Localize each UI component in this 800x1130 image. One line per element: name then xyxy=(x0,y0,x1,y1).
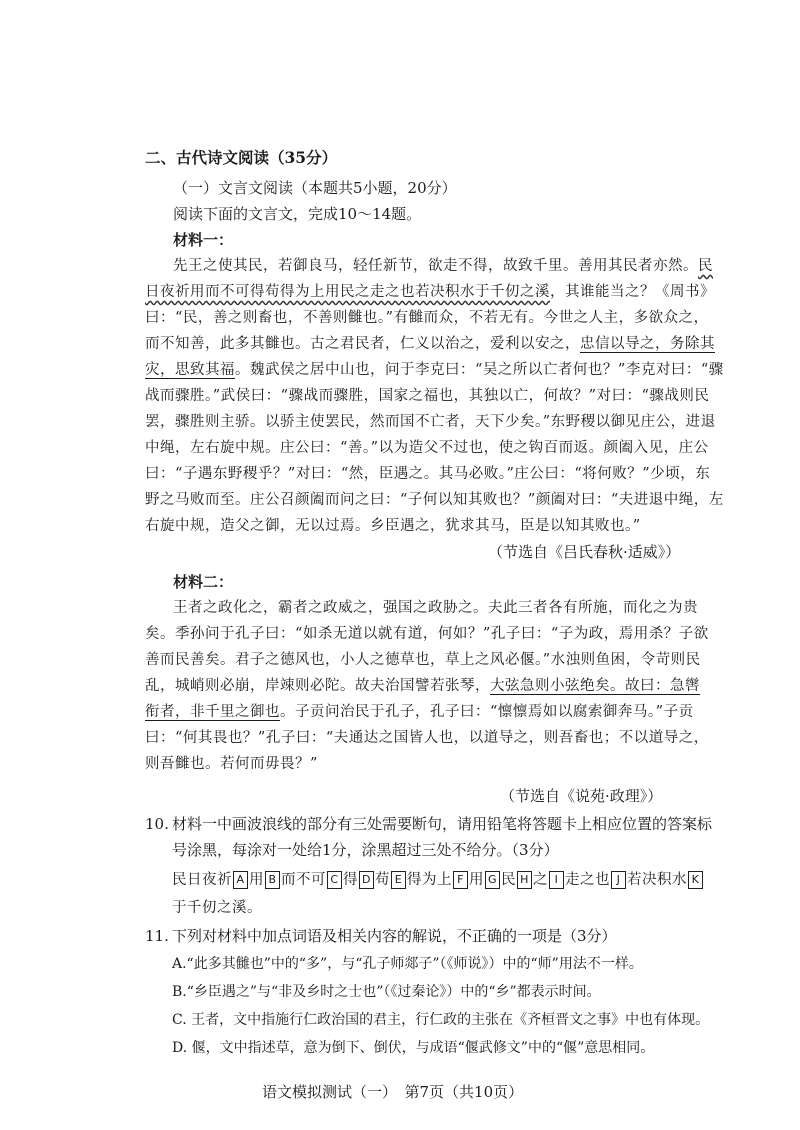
wavy-text: 日夜祈用而不可得苟得为上用民之走之也若决积水于千仞之溪 xyxy=(145,284,550,300)
q11-option-b: B.“乡臣遇之”与“非及乡时之士也”（《过秦论》）中的“乡”都表示时间。 xyxy=(172,984,601,1000)
m1-line-11b: 臣遇之，犹求其马，臣是以知其败也。” xyxy=(385,518,641,534)
m1-line-6: 战而骤胜。”武侯曰：“骤战而骤胜，国家之福也，其独以亡，何故？”对曰：“骤战则民 xyxy=(145,388,710,404)
m1-line-5b: 。魏武侯之居中山也，问于李克曰：“吴之所以亡者何也？”李克对曰：“骤 xyxy=(235,362,724,378)
m1-line-9: 曰：“子遇东野稷乎？”对曰：“然，臣遇之。其马必败。”庄公曰：“将何败？”少顷，东 xyxy=(145,466,711,482)
m1-line-8: 中绳，左右旋中规。庄公曰：“善。”以为造父不过也，使之钩百而返。颜阖入见，庄公 xyxy=(145,440,709,456)
q10-segment: 若决积水 xyxy=(627,872,687,888)
m2-line-2: 矣。季孙问于孔子曰：“如杀无道以就有道，何如？”孔子曰：“子为政，焉用杀？子欲 xyxy=(145,626,709,642)
m1-line-4 xyxy=(145,334,715,354)
m1-line-11 xyxy=(145,516,641,536)
underlined-text: 忠信以导之，务除其 xyxy=(580,336,715,352)
underlined-text: 衔者，非千里之御也 xyxy=(145,704,280,720)
section-title: 二、古代诗文阅读（35分） xyxy=(145,148,338,167)
material-2-title: 材料二： xyxy=(173,573,234,591)
q10-segment: 用 xyxy=(249,872,264,888)
q10-segment: 得为上 xyxy=(407,872,452,888)
dotted-char: 王 xyxy=(173,600,188,616)
q11-option-c: C. 王者，文中指施行仁政治国的君主，行仁政的主张在《齐桓晋文之事》中也有体现。 xyxy=(172,1012,710,1028)
material-1-title: 材料一： xyxy=(173,231,234,249)
m1-line-11a: 右旋中规，造父之御，无以过焉。 xyxy=(145,518,370,534)
m2-source: （节选自《说苑·政理》） xyxy=(500,787,663,805)
q10-text-1: 材料一中画波浪线的部分有三处需要断句，请用铅笔将答题卡上相应位置的答案标 xyxy=(172,815,713,833)
answer-box[interactable]: D xyxy=(359,871,374,889)
dotted-char: 乡 xyxy=(370,518,385,534)
m2-line-1-text: 者之政化之，霸者之政威之，强国之政胁之。夫此三者各有所施，而化之为贵 xyxy=(188,600,698,616)
q10-segment: 走之也 xyxy=(565,872,610,888)
q10-segment: 苟 xyxy=(375,872,390,888)
answer-box[interactable]: G xyxy=(485,871,500,889)
q10-segment: 民日夜祈 xyxy=(172,872,232,888)
m1-line-2 xyxy=(145,282,715,302)
answer-box[interactable]: K xyxy=(688,871,703,889)
q10-segment: 得 xyxy=(343,872,358,888)
m2-line-7: 则吾雠也。若何而毋畏？” xyxy=(145,756,318,772)
page-footer: 语文模拟测试（一） 第7页（共10页） xyxy=(262,1083,524,1101)
dotted-char: 多 xyxy=(235,336,250,352)
q11-number: 11. xyxy=(145,927,169,945)
q11-option-d: D. 偃，文中指述草，意为倒下、倒伏，与成语“偃武修文”中的“偃”意思相同。 xyxy=(172,1040,655,1056)
m2-line-5b: 。子贡问治民于孔子，孔子曰：“懔懔焉如以腐索御奔马。”子贡 xyxy=(280,704,694,720)
instruction: 阅读下面的文言文，完成10～14题。 xyxy=(173,205,422,223)
q10-number: 10. xyxy=(145,815,169,833)
answer-box[interactable]: E xyxy=(391,871,406,889)
q10-choice-line-2: 于千仞之溪。 xyxy=(172,900,262,916)
q11-option-a: A.“此多其雠也”中的“多”，与“孔子师郯子”（《师说》）中的“师”用法不一样。 xyxy=(172,956,643,972)
answer-box[interactable]: H xyxy=(517,871,532,889)
m1-line-7: 罢，骤胜则主骄。以骄主使罢民，然而国不亡者，天下少矣。”东野稷以御见庄公，进退 xyxy=(145,414,716,430)
m2-line-3: 善而民善矣。君子之德风也，小人之德草也，草上之风必偃。”水浊则鱼困，令苛则民 xyxy=(145,652,701,668)
q10-text-2: 号涂黑，每涂对一处给1分，涂黑超过三处不给分。（3分） xyxy=(172,841,559,859)
m1-line-1-text: 先王之使其民，若御良马，轻任新节，欲走不得，故致千里。善用其民者亦然。 xyxy=(173,258,698,274)
m2-line-5 xyxy=(145,702,694,722)
m1-line-3: 曰：“民，善之则畜也，不善则雠也。”有雠而众，不若无有。今世之人主，多欲众之， xyxy=(145,310,709,326)
m1-line-5 xyxy=(145,360,724,380)
answer-box[interactable]: J xyxy=(611,871,626,889)
underlined-text: 灾，思致其福 xyxy=(145,362,235,378)
answer-box[interactable]: I xyxy=(549,871,564,889)
answer-box[interactable]: A xyxy=(233,871,248,889)
m2-line-1 xyxy=(173,598,698,618)
q10-segment: 用 xyxy=(469,872,484,888)
m2-line-4 xyxy=(145,676,700,696)
answer-box[interactable]: F xyxy=(453,871,468,889)
m1-line-2-rest: ，其谁能当之？《周书》 xyxy=(550,284,715,300)
subsection-title: （一）文言文阅读（本题共5小题，20分） xyxy=(173,179,457,197)
m1-line-1 xyxy=(173,256,713,276)
m1-line-4a: 而不知善，此 xyxy=(145,336,235,352)
answer-box[interactable]: C xyxy=(327,871,342,889)
q10-segment: 而不可 xyxy=(281,872,326,888)
m1-line-10: 野之马败而至。庄公召颜阖而问之曰：“子何以知其败也？”颜阖对曰：“夫进退中绳，左 xyxy=(145,492,724,508)
wavy-text: 民 xyxy=(698,258,713,274)
m2-line-4a: 乱，城峭则必崩，岸竦则必陀。故夫治国譬若张琴， xyxy=(145,678,490,694)
q10-choice-line xyxy=(172,870,704,890)
m2-line-6: 曰：“何其畏也？”孔子曰：“夫通达之国皆人也，以道导之，则吾畜也；不以道导之， xyxy=(145,730,709,746)
q10-segment: 民 xyxy=(501,872,516,888)
answer-box[interactable]: B xyxy=(265,871,280,889)
m1-source: （节选自《吕氏春秋·适威》） xyxy=(488,543,681,561)
m1-line-4b: 其雠也。古之君民者，仁义以治之，爱利以安之， xyxy=(250,336,580,352)
q11-stem: 下列对材料中加点词语及相关内容的解说，不正确的一项是（3分） xyxy=(172,927,617,945)
q10-segment: 之 xyxy=(533,872,548,888)
underlined-text: 大弦急则小弦绝矣。故曰：急辔 xyxy=(490,678,700,694)
